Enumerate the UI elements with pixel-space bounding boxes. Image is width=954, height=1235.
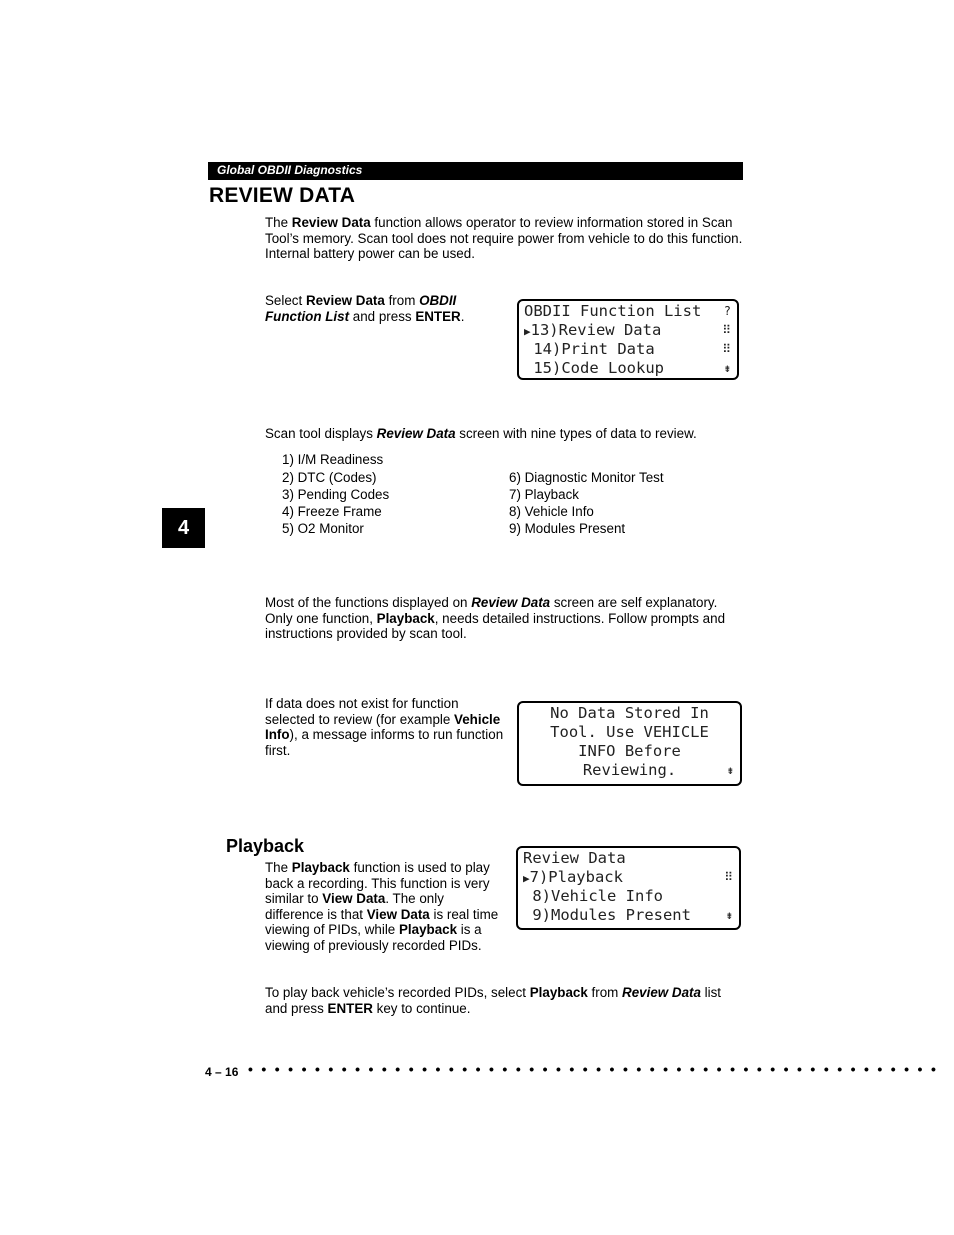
step-no-data: If data does not exist for function selected to review (for example Vehicle Info), a message informs to run function first. [265,696,504,758]
playback-paragraph: The Playback function is used to play back a recording. This function is very similar to View Data. The only difference is that View Data is real time viewing of PIDs, while Playback is a viewing of previously recorded PIDs. [265,860,499,953]
cursor-arrow-icon: ▶ [524,325,531,338]
lcd-row-selected: ▶7)Playback ⠿ [523,868,733,886]
scroll-down-icon: ⇟ [726,763,734,777]
cursor-arrow-icon: ▶ [523,872,530,885]
lcd-row-selected: ▶13)Review Data ⠿ [524,321,731,339]
list-item: 9) Modules Present [509,521,626,536]
scroll-icon: ⠿ [722,342,731,356]
lcd-row: Review Data [523,849,626,867]
list-item: 8) Vehicle Info [509,504,594,519]
list-item: 3) Pending Codes [282,487,390,502]
intro-paragraph: The Review Data function allows operator to review information stored in Scan Tool’s memory. Scan tool does not require power from vehicle to do this function. Internal battery power can be used. [265,215,743,262]
lcd-row: INFO Before [578,742,681,760]
step-review-screen: Scan tool displays Review Data screen with nine types of data to review. [265,426,697,441]
scroll-down-icon: ⇟ [725,908,733,922]
lcd-no-data-message [517,701,742,786]
scroll-up-icon: ⠿ [724,870,733,884]
lcd-row: Reviewing. ⇟ [582,761,734,779]
page-title: REVIEW DATA [209,184,356,207]
list-item: 4) Freeze Frame [282,504,382,519]
list-item: 5) O2 Monitor [282,521,364,536]
playback-heading: Playback [226,836,305,856]
step-play-back: To play back vehicle’s recorded PIDs, select Playback from Review Data list and press ENTER key to continue. [265,985,722,1016]
lcd-row: 14)Print Data ⠿ [524,340,731,358]
step-select-review-data: Select Review Data from OBDII Function List and press ENTER. [265,293,465,324]
list-item: 7) Playback [509,487,579,502]
lcd-row: 9)Modules Present ⇟ [523,906,733,924]
chapter-tab: 4 [162,508,205,548]
page-number: 4 – 16 [205,1065,239,1079]
scroll-down-icon: ⇟ [723,361,731,375]
list-item: 2) DTC (Codes) [282,470,377,485]
scroll-up-icon: ⠿ [722,323,731,337]
lcd-row: No Data Stored In [550,704,709,722]
lcd-row: OBDII Function List ? [524,302,731,320]
section-header-label: Global OBDII Diagnostics [217,163,363,177]
step-self-explanatory: Most of the functions displayed on Review Data screen are self explanatory. Only one function, Playback, needs detailed instructions. Follow prompts and instructions provided by scan tool. [265,595,726,642]
lcd-row: 15)Code Lookup ⇟ [524,359,731,377]
list-item: 6) Diagnostic Monitor Test [509,470,664,485]
lcd-review-data-menu [516,846,741,930]
lcd-row: 8)Vehicle Info [523,887,663,905]
section-header-bar [208,162,743,180]
lcd-function-list [517,299,739,380]
footer-dot-rule: • • • • • • • • • • • • • • • • • • • • • • • • • • • • • • • • • • • • • • • • • • • • • • • • • • • • [248,1061,939,1077]
list-item: 1) I/M Readiness [282,452,384,467]
help-icon: ? [723,304,731,318]
lcd-row: Tool. Use VEHICLE [550,723,709,741]
